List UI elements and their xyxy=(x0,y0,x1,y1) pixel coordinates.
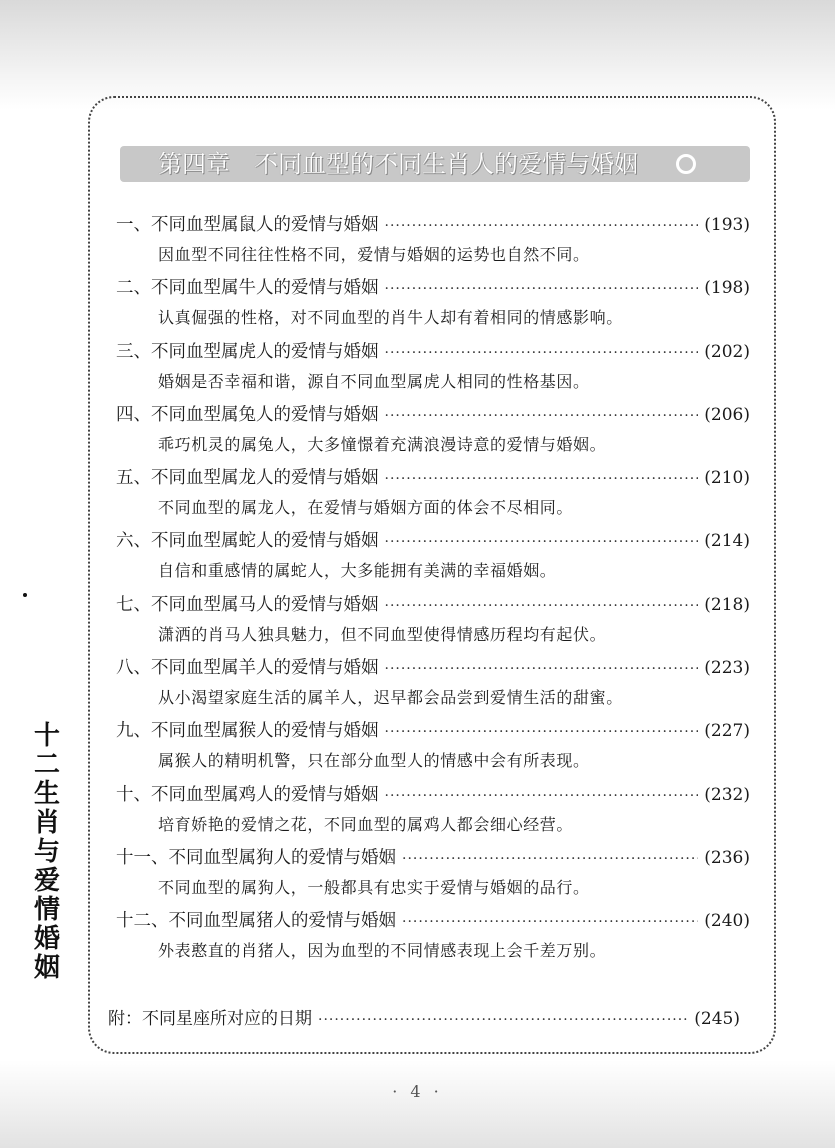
toc-entry-title: 七、不同血型属马人的爱情与婚姻 xyxy=(116,594,379,615)
dot-leader xyxy=(385,401,699,431)
appendix-title: 附：不同星座所对应的日期 xyxy=(108,1009,312,1029)
toc-entry-description: 潇洒的肖马人独具魅力，但不同血型使得情感历程均有起伏。 xyxy=(158,624,607,644)
appendix-page: (245) xyxy=(694,1009,740,1029)
toc-entry-description: 不同血型的属狗人，一般都具有忠实于爱情与婚姻的品行。 xyxy=(158,877,590,897)
vertical-title-char: 婚 xyxy=(33,924,60,954)
vertical-title-char: 二 xyxy=(33,750,60,780)
toc-entry-title: 三、不同血型属虎人的爱情与婚姻 xyxy=(116,341,379,362)
dot-leader xyxy=(385,274,699,304)
vertical-book-title xyxy=(30,722,64,983)
toc-entry-page: (223) xyxy=(704,658,750,679)
vertical-title-char: 生 xyxy=(33,779,60,809)
dot-leader xyxy=(385,717,699,747)
toc-entry-page: (198) xyxy=(704,278,750,299)
toc-entry[interactable] xyxy=(116,843,750,906)
toc-entry[interactable] xyxy=(116,210,750,273)
toc-entry-line xyxy=(116,653,750,683)
vertical-title-char: 与 xyxy=(33,837,60,867)
toc-entry-page: (193) xyxy=(704,215,750,235)
toc-entry-line xyxy=(116,337,750,367)
toc-entry[interactable] xyxy=(116,337,750,400)
appendix-entry[interactable] xyxy=(108,1004,740,1029)
toc-entry-line xyxy=(116,463,750,493)
dot-leader xyxy=(385,211,699,241)
table-of-contents xyxy=(116,210,750,970)
dot-leader xyxy=(385,781,699,811)
vertical-title-char: 爱 xyxy=(33,866,60,896)
toc-entry-title: 四、不同血型属兔人的爱情与婚姻 xyxy=(116,404,379,425)
toc-entry-description: 乖巧机灵的属兔人，大多憧憬着充满浪漫诗意的爱情与婚姻。 xyxy=(158,434,607,454)
vertical-title-char: 姻 xyxy=(33,953,60,983)
toc-entry[interactable] xyxy=(116,716,750,779)
page-number: · 4 · xyxy=(392,1082,443,1101)
toc-entry[interactable] xyxy=(116,526,750,589)
circle-icon xyxy=(676,154,696,174)
toc-entry-page: (206) xyxy=(704,404,750,425)
toc-entry-title: 十一、不同血型属狗人的爱情与婚姻 xyxy=(116,847,396,868)
toc-entry[interactable] xyxy=(116,400,750,463)
toc-entry[interactable] xyxy=(116,653,750,716)
toc-entry-title: 八、不同血型属羊人的爱情与婚姻 xyxy=(116,658,379,679)
toc-entry-description: 外表憨直的肖猪人，因为血型的不同情感表现上会千差万别。 xyxy=(158,941,607,961)
toc-entry[interactable] xyxy=(116,590,750,653)
toc-entry-title: 一、不同血型属鼠人的爱情与婚姻 xyxy=(116,215,379,235)
toc-entry-title: 九、不同血型属猴人的爱情与婚姻 xyxy=(116,721,379,742)
dot-leader xyxy=(385,654,699,684)
toc-entry-description: 培育娇艳的爱情之花，不同血型的属鸡人都会细心经营。 xyxy=(158,814,574,834)
toc-entry-title: 二、不同血型属牛人的爱情与婚姻 xyxy=(116,278,379,299)
toc-entry-description: 因血型不同往往性格不同，爱情与婚姻的运势也自然不同。 xyxy=(158,245,590,264)
toc-entry[interactable] xyxy=(116,273,750,336)
toc-entry-description: 不同血型的属龙人，在爱情与婚姻方面的体会不尽相同。 xyxy=(158,498,574,518)
toc-entry-description: 婚姻是否幸福和谐，源自不同血型属虎人相同的性格基因。 xyxy=(158,371,590,391)
toc-entry-line xyxy=(116,906,750,936)
toc-entry-line xyxy=(116,526,750,556)
toc-entry-description: 属猴人的精明机警，只在部分血型人的情感中会有所表现。 xyxy=(158,751,590,771)
chapter-title: 第四章 不同血型的不同生肖人的爱情与婚姻 xyxy=(158,150,638,178)
dot-leader xyxy=(402,844,698,874)
toc-entry-line xyxy=(116,210,750,240)
toc-entry-page: (210) xyxy=(704,468,750,489)
vertical-title-char: 十 xyxy=(33,721,60,751)
toc-entry-line xyxy=(116,780,750,810)
toc-entry-title: 五、不同血型属龙人的爱情与婚姻 xyxy=(116,468,379,489)
toc-entry-line xyxy=(116,590,750,620)
toc-entry-line xyxy=(116,400,750,430)
dot-leader xyxy=(385,338,699,368)
toc-entry-page: (236) xyxy=(704,847,750,868)
toc-entry-title: 六、不同血型属蛇人的爱情与婚姻 xyxy=(116,531,379,552)
toc-entry-page: (214) xyxy=(704,531,750,552)
toc-entry[interactable] xyxy=(116,463,750,526)
toc-entry-description: 认真倔强的性格，对不同血型的肖牛人却有着相同的情感影响。 xyxy=(158,308,623,328)
dot-leader xyxy=(402,907,698,937)
toc-entry-line xyxy=(116,716,750,746)
toc-entry-page: (218) xyxy=(704,594,750,615)
dot-leader xyxy=(318,1012,688,1028)
toc-entry-page: (227) xyxy=(704,721,750,742)
toc-entry-title: 十二、不同血型属猪人的爱情与婚姻 xyxy=(116,911,396,932)
toc-entry-description: 从小渴望家庭生活的属羊人，迟早都会品尝到爱情生活的甜蜜。 xyxy=(158,688,623,708)
toc-entry-line xyxy=(116,843,750,873)
vertical-title-char: 情 xyxy=(33,895,60,925)
dot-leader xyxy=(385,591,699,621)
toc-entry-page: (240) xyxy=(704,911,750,932)
dot-leader xyxy=(385,527,699,557)
dot-leader xyxy=(385,464,699,494)
toc-entry-title: 十、不同血型属鸡人的爱情与婚姻 xyxy=(116,784,379,805)
vertical-title-char: 肖 xyxy=(33,808,60,838)
toc-entry-page: (232) xyxy=(704,784,750,805)
margin-dot xyxy=(23,593,27,597)
toc-entry[interactable] xyxy=(116,906,750,969)
toc-entry-description: 自信和重感情的属蛇人，大多能拥有美满的幸福婚姻。 xyxy=(158,561,557,581)
toc-entry-line xyxy=(116,273,750,303)
toc-entry[interactable] xyxy=(116,780,750,843)
toc-entry-page: (202) xyxy=(704,341,750,362)
